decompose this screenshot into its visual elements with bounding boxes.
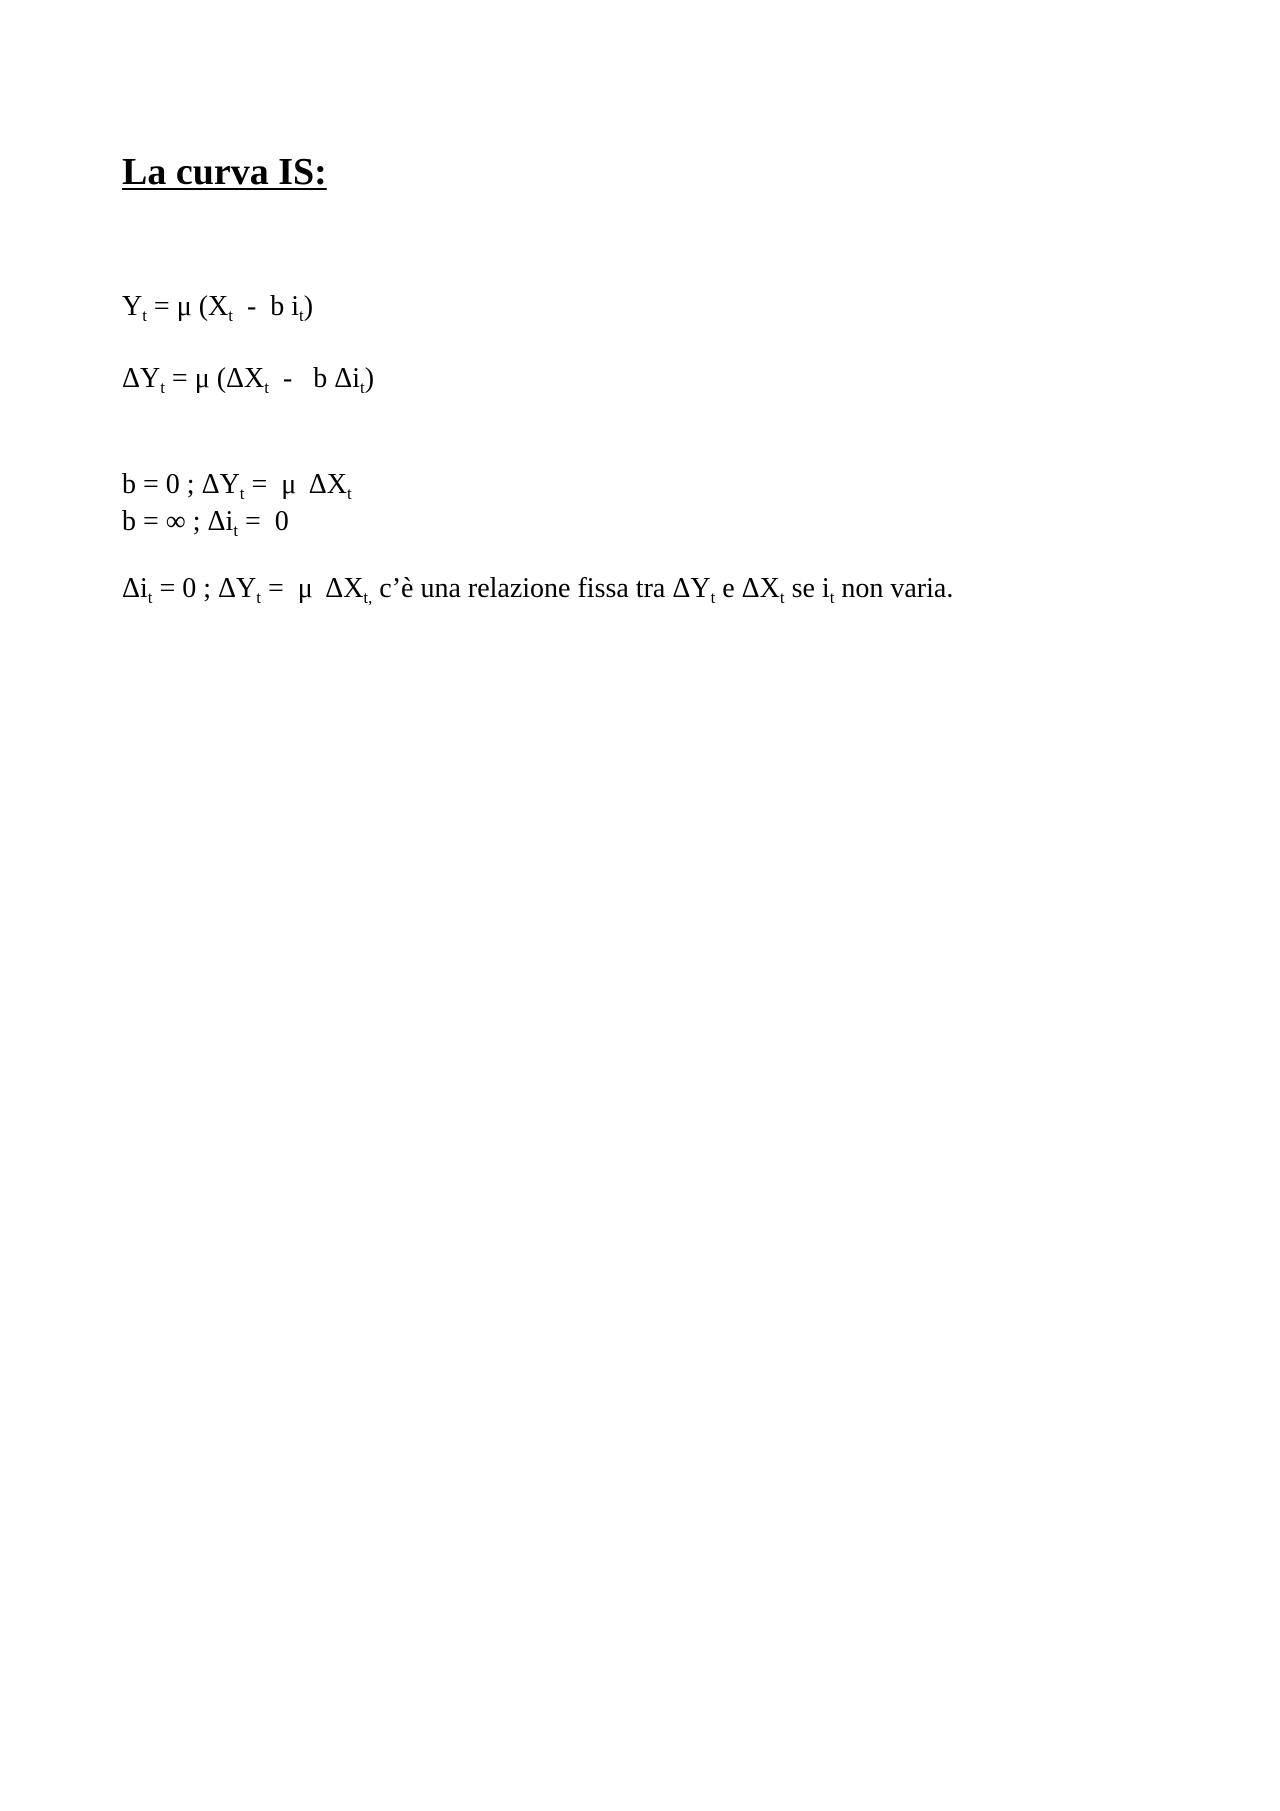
equation-text: se i	[784, 573, 830, 604]
subscript: t	[256, 587, 261, 607]
equation-is-level	[122, 290, 313, 324]
subscript: t	[228, 305, 233, 325]
equation-text: )	[364, 363, 375, 394]
subscript: t	[829, 587, 835, 607]
equation-text: b = ∞ ; Δi	[122, 506, 234, 537]
equation-text: = μ (X	[146, 291, 229, 322]
page-title: La curva IS:	[122, 151, 327, 193]
subscript: t	[147, 587, 153, 607]
equation-text: )	[303, 291, 314, 322]
equation-text: c’è una relazione fissa tra ΔY	[372, 573, 711, 604]
equation-text: e ΔX	[715, 573, 780, 604]
equation-text: = 0	[238, 506, 289, 537]
subscript: t	[160, 377, 165, 397]
equation-conclusion	[122, 572, 953, 606]
equation-text: - b i	[232, 291, 300, 322]
equation-text: b = 0 ; ΔY	[122, 469, 240, 500]
subscript: t	[360, 377, 365, 397]
subscript: t	[233, 520, 238, 540]
equation-text: = μ ΔX	[244, 469, 347, 500]
subscript: t	[710, 587, 716, 607]
subscript: t	[239, 483, 245, 503]
subscript: t	[299, 305, 304, 325]
subscript: t	[142, 305, 147, 325]
equation-text: = μ ΔX	[260, 573, 364, 604]
equation-is-delta	[122, 362, 374, 396]
equation-case-b-infinite	[122, 505, 289, 539]
subscript: t	[779, 587, 785, 607]
subscript: t	[346, 483, 352, 503]
equation-text: = μ (ΔX	[164, 363, 265, 394]
equation-text: - b Δi	[268, 363, 361, 394]
equation-text: = 0 ; ΔY	[152, 573, 257, 604]
subscript: t,	[363, 587, 373, 607]
equation-text: Δi	[122, 573, 148, 604]
equation-case-b-zero	[122, 468, 352, 502]
equation-text: non varia.	[834, 573, 954, 604]
equation-text: ΔY	[122, 363, 161, 394]
equation-text: Y	[122, 291, 143, 322]
subscript: t	[264, 377, 269, 397]
